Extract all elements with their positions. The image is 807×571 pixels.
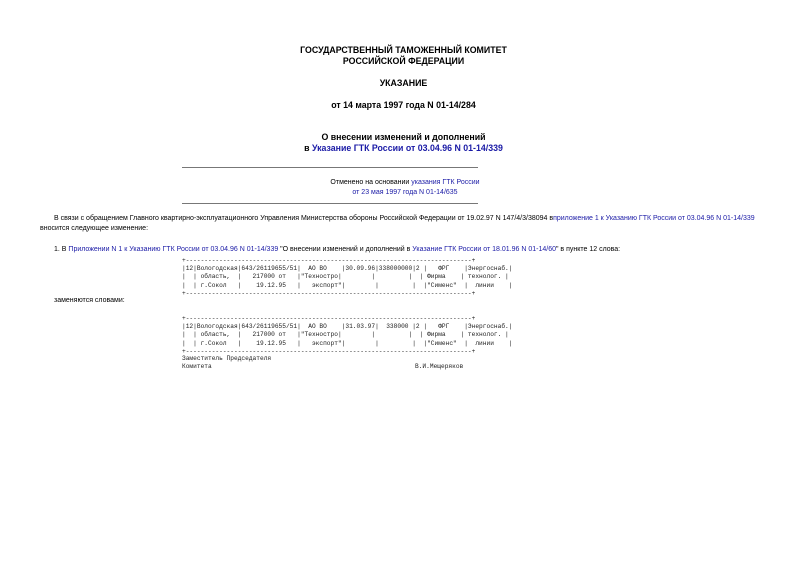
title-line1: О внесении изменений и дополнений xyxy=(321,132,486,142)
intro-text: В связи с обращением Главного квартирно-эксплуатационного Управления Министерства обороны Российской Федерации от 19.02.97 N 147/4/3/38094 в xyxy=(54,215,554,222)
divider-bottom xyxy=(182,203,478,204)
title-prefix: в xyxy=(304,143,312,153)
item-1-middle: "О внесении изменений и дополнений в xyxy=(278,246,413,253)
intro-text-after: вносится следующее изменение: xyxy=(40,225,149,232)
item-1-appendix-link[interactable]: Приложении N 1 к Указанию ГТК России от 03.04.96 N 01-14/339 xyxy=(68,246,279,253)
item-1-order-link[interactable]: Указание ГТК России от 18.01.96 N 01-14/60 xyxy=(412,246,556,253)
signature-name: В.И.Мещеряков xyxy=(415,363,464,370)
agency-name xyxy=(0,45,807,67)
table-new-text: +-----------------------------------------------------------------------------+ |12|Вологодская|643/26119655/51| АО ВО |31.03.97| 338000 |2 | ФРГ |Энергоснаб.| | | область, | 217000 от |"Техностро| | | | Фирма | технолог. | | | г.Сокол | 19.12.95 | экспорт"| | | |"Сименс" | линии | +-----------------------------------------------------------------------------+ xyxy=(182,315,513,355)
status-prefix: Отменено на основании xyxy=(330,179,412,186)
document-date-number: от 14 марта 1997 года N 01-14/284 xyxy=(331,100,476,110)
status-note xyxy=(300,178,510,198)
document-type: УКАЗАНИЕ xyxy=(379,78,428,88)
item-1-paragraph xyxy=(54,245,770,255)
item-1-prefix: 1. В xyxy=(54,246,69,253)
signature-role xyxy=(182,355,271,371)
status-repeal-date-link[interactable]: от 23 мая 1997 года N 01-14/635 xyxy=(352,189,458,196)
document-title xyxy=(0,132,807,154)
divider-top xyxy=(182,167,478,168)
signature-role-line2: Комитета xyxy=(182,363,212,371)
status-repeal-link[interactable]: указания ГТК России xyxy=(411,179,480,186)
table-old-text: +-----------------------------------------------------------------------------+ |12|Вологодская|643/26119655/51| АО ВО |30.09.96|338000000|2 | ФРГ |Энергоснаб.| | | область, | 217000 от |"Техностро| | | | Фирма | технолог. | | | г.Сокол | 19.12.95 | экспорт"| | | |"Сименс" | линии | +-----------------------------------------------------------------------------+ xyxy=(182,257,513,297)
agency-name-line1: ГОСУДАРСТВЕННЫЙ ТАМОЖЕННЫЙ КОМИТЕТ xyxy=(300,45,507,55)
agency-name-line2: РОССИЙСКОЙ ФЕДЕРАЦИИ xyxy=(342,56,465,66)
signature-role-line1: Заместитель Председателя xyxy=(182,355,272,362)
intro-appendix-link[interactable]: приложение 1 к Указанию ГТК России от 03.04.96 N 01-14/339 xyxy=(553,215,755,222)
item-1-suffix: " в пункте 12 слова: xyxy=(556,246,621,253)
title-line2 xyxy=(0,143,807,154)
intro-paragraph xyxy=(40,214,770,234)
replaced-with-label: заменяются словами: xyxy=(54,297,125,304)
title-amended-order-link[interactable]: Указание ГТК России от 03.04.96 N 01-14/339 xyxy=(311,143,503,153)
